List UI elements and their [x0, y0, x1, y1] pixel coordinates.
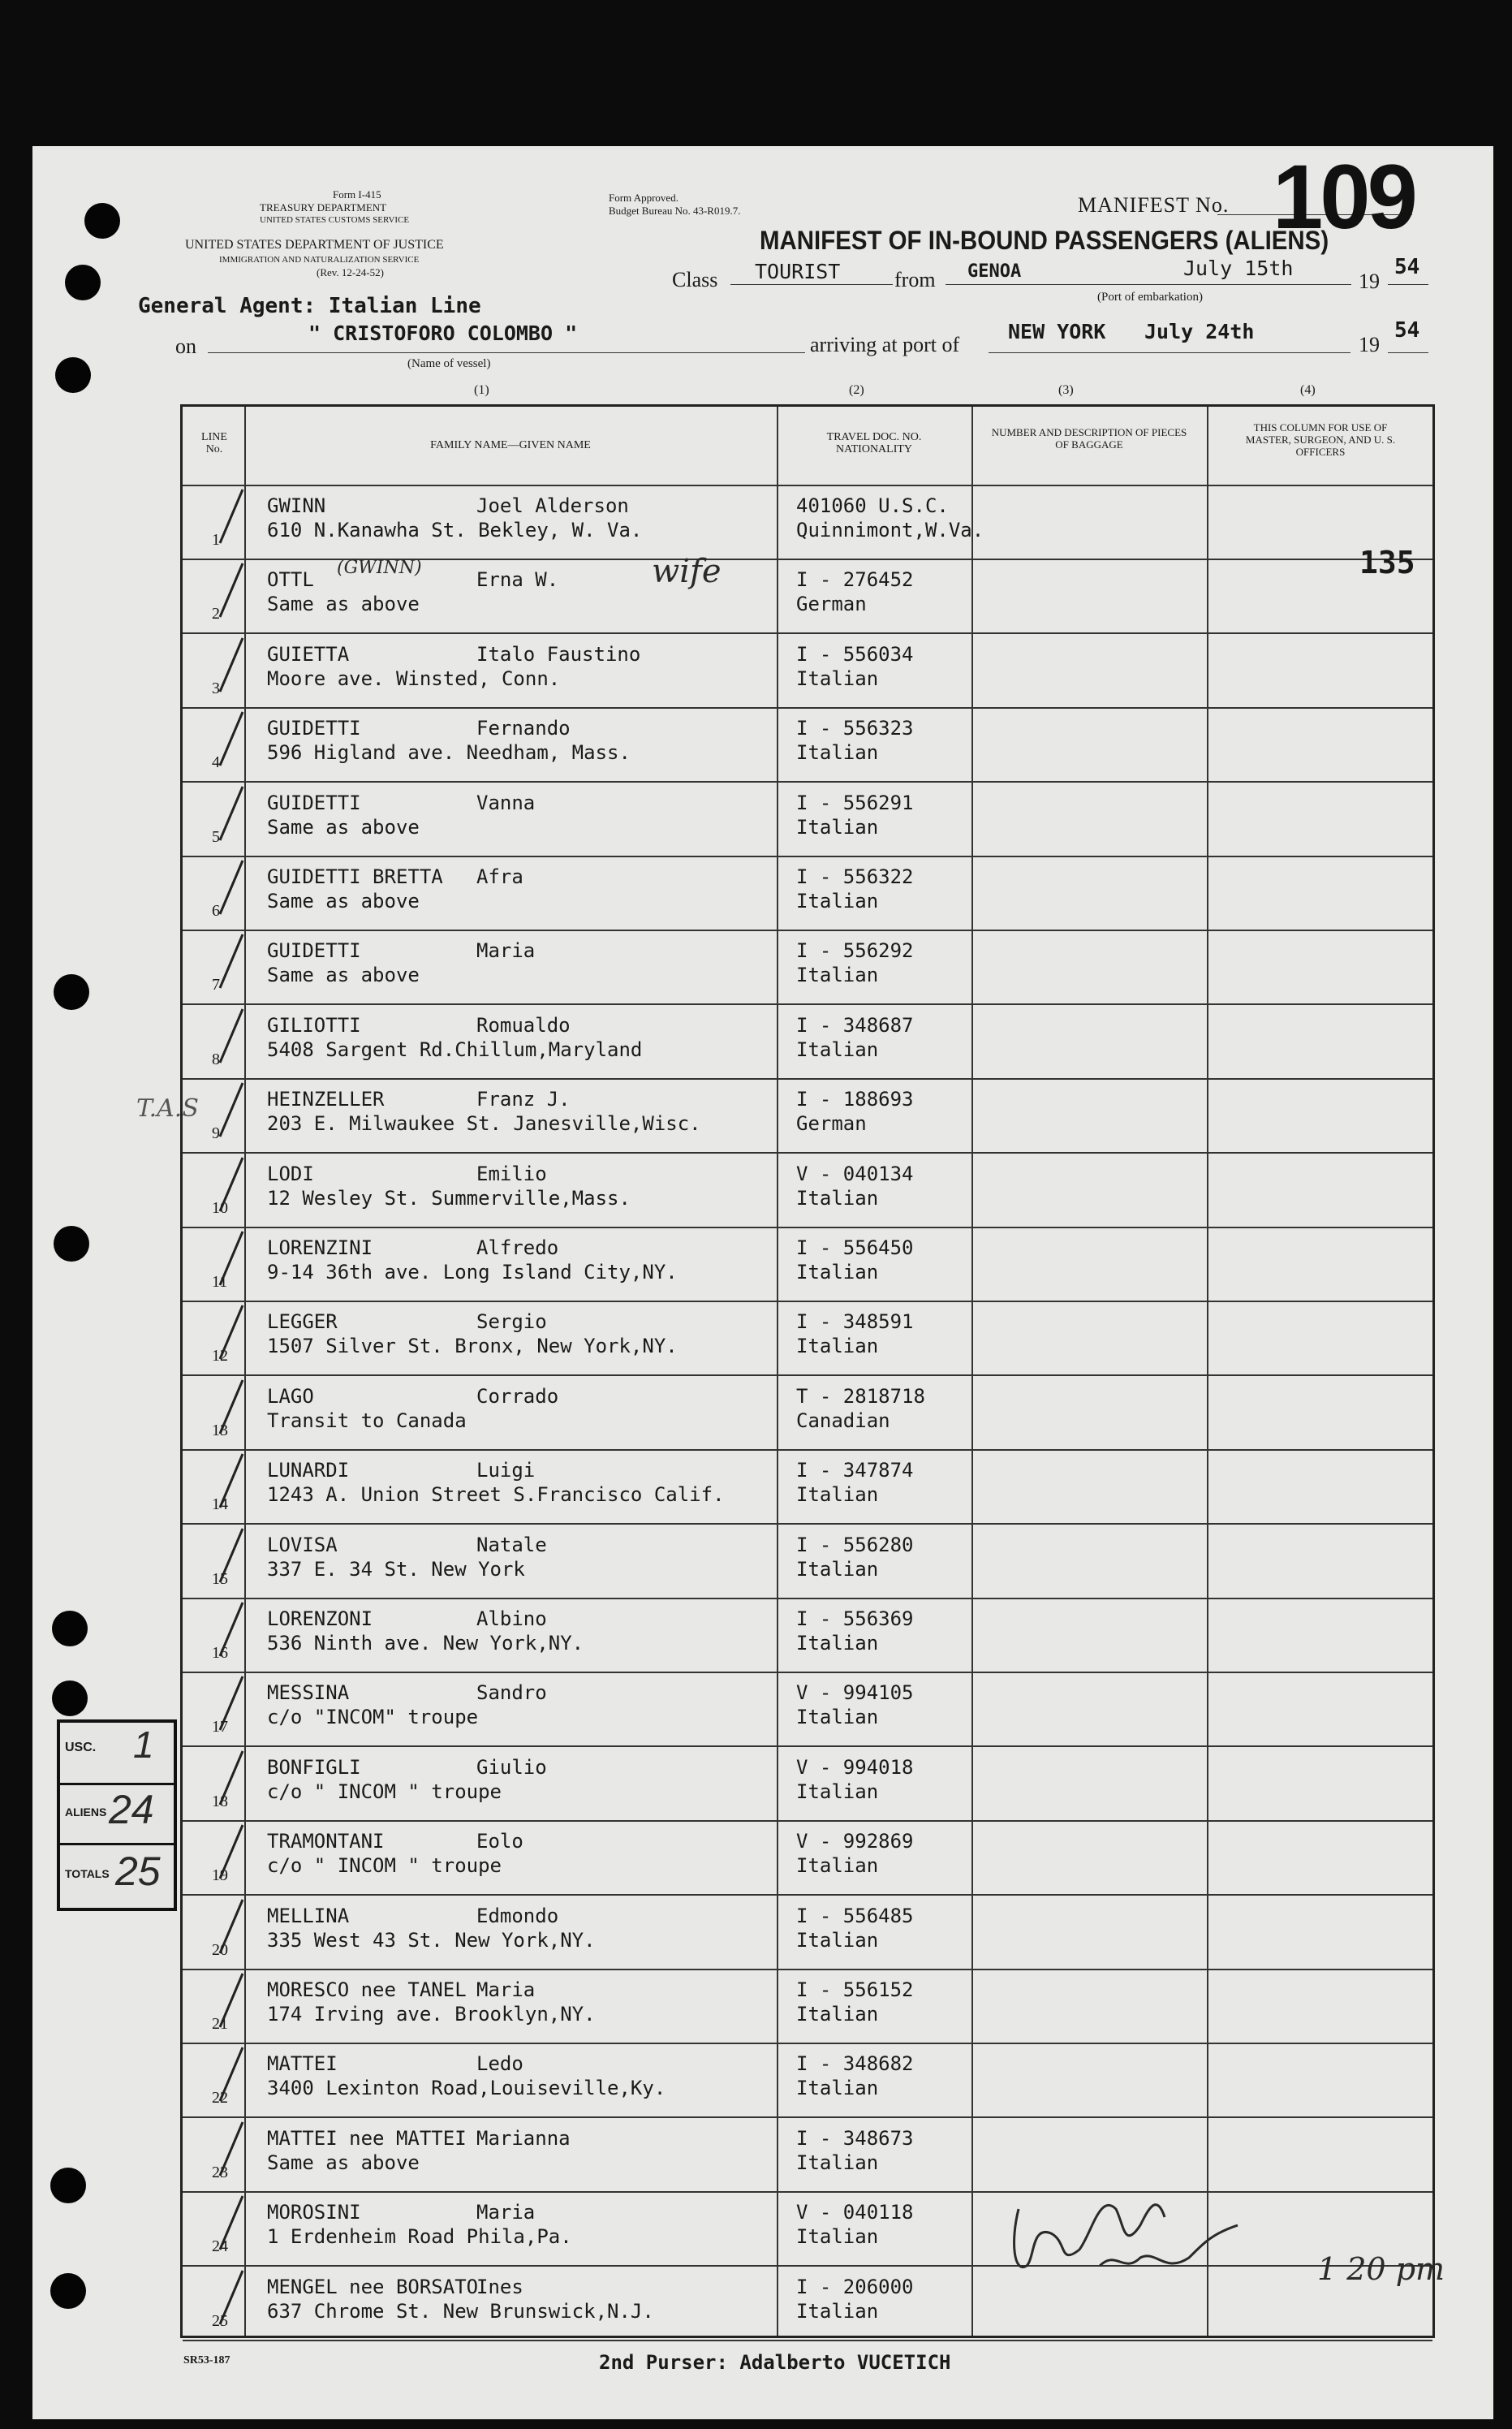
line-number: 4: [212, 753, 220, 772]
given-name: Alfredo: [476, 1236, 559, 1259]
address: Moore ave. Winsted, Conn.: [267, 667, 561, 690]
check-mark-icon: [215, 1896, 248, 1970]
nationality: Italian: [796, 815, 879, 839]
address: 174 Irving ave. Brooklyn,NY.: [267, 2003, 596, 2026]
table-row: [183, 1598, 1432, 1673]
travel-doc-number: I - 556152: [796, 1978, 914, 2001]
family-name: MESSINA: [267, 1681, 350, 1705]
line-number: 14: [212, 1495, 228, 1514]
nationality: German: [796, 1112, 867, 1136]
check-mark-icon: [215, 486, 248, 559]
header-officers: THIS COLUMN FOR USE OF MASTER, SURGEON, AND U. S. OFFICERS: [1207, 407, 1432, 486]
family-name: MATTEI nee MATTEI: [267, 2126, 467, 2150]
travel-doc-number: I - 206000: [796, 2275, 914, 2298]
depart-year: 54: [1394, 255, 1420, 279]
arrival-year-prefix: 19: [1359, 333, 1380, 356]
given-name: Maria: [476, 2201, 536, 2224]
check-mark-icon: [215, 931, 248, 1004]
depart-underline: [946, 284, 1351, 285]
line-number: 16: [212, 1644, 228, 1662]
address: 1243 A. Union Street S.Francisco Calif.: [267, 1483, 725, 1507]
line-number: 3: [212, 679, 220, 697]
nationality: Italian: [796, 890, 879, 912]
address: Same as above: [267, 815, 420, 839]
signature-time: 1 20 pm: [1317, 2251, 1445, 2287]
address: 9-14 36th ave. Long Island City,NY.: [267, 1261, 678, 1284]
nationality: Italian: [796, 741, 879, 765]
check-mark-icon: [215, 1006, 248, 1079]
table-row: [183, 1153, 1432, 1228]
on-label: on: [175, 334, 196, 358]
address: 1507 Silver St. Bronx, New York,NY.: [267, 1335, 678, 1358]
nationality: Italian: [796, 2225, 879, 2249]
line-number: 10: [212, 1198, 228, 1217]
table-row: [183, 1449, 1432, 1525]
line-number: 22: [212, 2089, 228, 2108]
line-number: 9: [212, 1124, 220, 1143]
family-name: MATTEI: [267, 2052, 338, 2076]
family-name: GUIDETTI: [267, 791, 361, 814]
given-name: Italo Faustino: [476, 642, 641, 666]
travel-doc-number: V - 040134: [796, 1162, 914, 1185]
header-travel-doc: TRAVEL DOC. NO. NATIONALITY: [777, 407, 971, 486]
line-number: 12: [212, 1347, 228, 1366]
header-name: FAMILY NAME—GIVEN NAME: [244, 407, 777, 486]
port-embark-label: (Port of embarkation): [1097, 291, 1203, 304]
arrival-year: 54: [1394, 318, 1420, 343]
treasury-dept: TREASURY DEPARTMENT: [260, 201, 387, 214]
family-name: GWINN: [267, 494, 326, 517]
address: 335 West 43 St. New York,NY.: [267, 1928, 596, 1952]
check-mark-icon: [215, 1154, 248, 1227]
travel-doc-number: I - 348591: [796, 1310, 914, 1334]
row2-gwinn-note: (GWINN): [337, 558, 422, 578]
year-underline: [1388, 284, 1428, 285]
given-name: Natale: [476, 1533, 547, 1556]
table-row: [183, 1524, 1432, 1599]
address: Transit to Canada: [267, 1409, 467, 1432]
customs-service: UNITED STATES CUSTOMS SERVICE: [260, 215, 410, 225]
address: 3400 Lexinton Road,Louiseville,Ky.: [267, 2077, 666, 2100]
address: 12 Wesley St. Summerville,Mass.: [267, 1186, 631, 1210]
vessel-label: (Name of vessel): [407, 357, 491, 370]
check-mark-icon: [215, 783, 248, 856]
check-mark-icon: [215, 2193, 248, 2266]
nationality: Italian: [796, 2151, 879, 2174]
table-row: [183, 1227, 1432, 1302]
tally-totals-row: TOTALS 25: [65, 1849, 161, 1894]
line-number: 18: [212, 1792, 228, 1810]
travel-doc-number: I - 188693: [796, 1088, 914, 1111]
check-mark-icon: [215, 1525, 248, 1598]
line-number: 6: [212, 902, 220, 920]
budget-bureau: Budget Bureau No. 43-R019.7.: [609, 205, 741, 217]
nationality: Italian: [796, 2299, 879, 2323]
given-name: Giulio: [476, 1755, 547, 1779]
family-name: LUNARDI: [267, 1459, 350, 1482]
col-num-3: (3): [1058, 383, 1074, 397]
family-name: GUIDETTI: [267, 717, 361, 740]
given-name: Ledo: [476, 2052, 523, 2076]
punch-hole: [50, 2273, 86, 2309]
address: c/o " INCOM " troupe: [267, 1854, 502, 1878]
line-number: 11: [212, 1273, 228, 1291]
check-mark-icon: [215, 1599, 248, 1672]
given-name: Ines: [476, 2275, 523, 2298]
family-name: MORESCO nee TANEL: [267, 1978, 467, 2001]
travel-doc-number: V - 992869: [796, 1830, 914, 1853]
table-row: [183, 782, 1432, 857]
class-label: Class: [672, 268, 718, 291]
line-number: 5: [212, 827, 220, 846]
travel-doc-number: V - 994018: [796, 1755, 914, 1779]
check-mark-icon: [215, 1822, 248, 1895]
col-num-4: (4): [1300, 383, 1316, 397]
address: 1 Erdenheim Road Phila,Pa.: [267, 2225, 572, 2249]
line-number: 2: [212, 605, 220, 623]
nationality: Italian: [796, 1854, 879, 1878]
from-label: from: [894, 268, 936, 291]
check-mark-icon: [215, 2044, 248, 2117]
given-name: Maria: [476, 939, 536, 963]
manifest-number: 109: [1273, 146, 1415, 248]
travel-doc-number: V - 040118: [796, 2201, 914, 2224]
col-num-1: (1): [474, 383, 489, 397]
travel-doc-number: I - 556485: [796, 1904, 914, 1927]
travel-doc-number: I - 276452: [796, 568, 914, 592]
address: Same as above: [267, 890, 420, 912]
travel-doc-number: I - 556292: [796, 939, 914, 963]
travel-doc-number: I - 556280: [796, 1533, 914, 1556]
travel-doc-number: V - 994105: [796, 1681, 914, 1705]
given-name: Marianna: [476, 2126, 571, 2150]
address: 536 Ninth ave. New York,NY.: [267, 1632, 584, 1655]
nationality: Canadian: [796, 1409, 890, 1432]
table-row: [183, 1820, 1432, 1896]
officer-signature: [1002, 2177, 1270, 2290]
check-mark-icon: [215, 1080, 248, 1153]
nationality: Italian: [796, 667, 879, 690]
arrival-date: July 24th: [1144, 320, 1255, 343]
address: 637 Chrome St. New Brunswick,N.J.: [267, 2299, 654, 2323]
class-value: TOURIST: [755, 260, 841, 283]
check-mark-icon: [215, 1377, 248, 1450]
given-name: Luigi: [476, 1459, 536, 1482]
line-number: 8: [212, 1050, 220, 1068]
family-name: BONFIGLI: [267, 1755, 361, 1779]
family-name: MELLINA: [267, 1904, 350, 1927]
address: 203 E. Milwaukee St. Janesville,Wisc.: [267, 1112, 701, 1136]
nationality: Italian: [796, 1186, 879, 1210]
table-row: [183, 1895, 1432, 1970]
table-row: [183, 1375, 1432, 1451]
check-mark-icon: [215, 1451, 248, 1524]
line-number: 17: [212, 1718, 228, 1737]
table-row: [183, 1672, 1432, 1747]
line-number: 1: [212, 531, 220, 549]
manifest-label: MANIFEST No.: [1078, 193, 1230, 217]
given-name: Sandro: [476, 1681, 547, 1705]
check-mark-icon: [215, 1302, 248, 1375]
nationality: Italian: [796, 2077, 879, 2100]
form-number: Form I-415: [333, 188, 381, 201]
nationality: Italian: [796, 1483, 879, 1507]
vessel-underline: [208, 352, 805, 353]
family-name: GUIDETTI: [267, 939, 361, 963]
family-name: GUIDETTI BRETTA: [267, 865, 443, 888]
table-row: [183, 1078, 1432, 1154]
given-name: Fernando: [476, 717, 571, 740]
class-underline: [730, 284, 893, 285]
given-name: Maria: [476, 1978, 536, 2001]
general-agent: General Agent: Italian Line: [138, 294, 481, 318]
table-row: [183, 633, 1432, 709]
nationality: Italian: [796, 1928, 879, 1952]
travel-doc-number: I - 556450: [796, 1236, 914, 1259]
given-name: Romualdo: [476, 1013, 571, 1037]
footer-code: SR53-187: [183, 2354, 230, 2366]
punch-hole: [52, 1680, 88, 1716]
punch-hole: [54, 974, 89, 1010]
address: 337 E. 34 St. New York: [267, 1557, 525, 1581]
table-row: [183, 1301, 1432, 1376]
depart-date: July 15th: [1183, 257, 1294, 280]
line-number: 13: [212, 1421, 228, 1439]
check-mark-icon: [215, 1228, 248, 1301]
given-name: Sergio: [476, 1310, 547, 1334]
arrival-port: NEW YORK: [1008, 320, 1106, 343]
header-line-no: LINE No.: [183, 407, 244, 486]
passenger-table: [180, 404, 1445, 2338]
punch-hole: [65, 265, 101, 300]
family-name: LORENZONI: [267, 1607, 373, 1630]
travel-doc-number: I - 556369: [796, 1607, 914, 1630]
tally-usc-row: USC. 1: [60, 1723, 174, 1785]
table-row: [183, 1969, 1432, 2044]
family-name: LAGO: [267, 1384, 314, 1408]
depart-year-prefix: 19: [1359, 270, 1380, 293]
nationality: Italian: [796, 1706, 879, 1729]
address: Same as above: [267, 593, 420, 616]
travel-doc-number: I - 348687: [796, 1013, 914, 1037]
given-name: Erna W.: [476, 568, 559, 592]
table-row: [183, 856, 1432, 931]
given-name: Afra: [476, 865, 523, 888]
address: c/o " INCOM " troupe: [267, 1780, 502, 1803]
given-name: Joel Alderson: [476, 494, 629, 517]
nationality: Italian: [796, 2003, 879, 2026]
table-row: [183, 1746, 1432, 1822]
nationality: Italian: [796, 964, 879, 987]
line-number: 24: [212, 2237, 228, 2256]
from-value: GENOA: [967, 261, 1022, 282]
given-name: Franz J.: [476, 1088, 571, 1111]
line-number: 19: [212, 1866, 228, 1885]
address: Same as above: [267, 964, 420, 987]
line-number: 7: [212, 976, 220, 994]
address: Same as above: [267, 2151, 420, 2174]
travel-doc-number: I - 347874: [796, 1459, 914, 1482]
vessel-name: " CRISTOFORO COLOMBO ": [308, 321, 578, 345]
family-name: LEGGER: [267, 1310, 338, 1334]
given-name: Emilio: [476, 1162, 547, 1185]
check-mark-icon: [215, 1673, 248, 1746]
line-number: 23: [212, 2163, 228, 2181]
purser-signature: 2nd Purser: Adalberto VUCETICH: [599, 2351, 951, 2374]
line-number: 20: [212, 1940, 228, 1959]
address: 610 N.Kanawha St. Bekley, W. Va.: [267, 519, 643, 541]
punch-hole: [54, 1226, 89, 1262]
address: 5408 Sargent Rd.Chillum,Maryland: [267, 1038, 643, 1061]
travel-doc-number: 401060 U.S.C.: [796, 494, 949, 517]
punch-hole: [52, 1611, 88, 1646]
address: 596 Higland ave. Needham, Mass.: [267, 741, 631, 765]
tally-box: [57, 1719, 177, 1911]
family-name: HEINZELLER: [267, 1088, 385, 1111]
given-name: Vanna: [476, 791, 536, 814]
family-name: LOVISA: [267, 1533, 338, 1556]
nationality: Italian: [796, 1261, 879, 1284]
family-name: MOROSINI: [267, 2201, 361, 2224]
nationality: German: [796, 593, 867, 616]
travel-doc-number: I - 348682: [796, 2052, 914, 2076]
family-name: TRAMONTANI: [267, 1830, 385, 1853]
check-mark-icon: [215, 635, 248, 708]
revision: (Rev. 12-24-52): [317, 266, 384, 278]
travel-doc-number: I - 556291: [796, 791, 914, 814]
nationality: Italian: [796, 1780, 879, 1803]
justice-dept: UNITED STATES DEPARTMENT OF JUSTICE: [185, 238, 444, 252]
travel-doc-number: T - 2818718: [796, 1384, 925, 1408]
table-row: [183, 930, 1432, 1005]
punch-hole: [84, 203, 120, 239]
margin-mark: T.A.S: [136, 1094, 199, 1123]
check-mark-icon: [215, 1748, 248, 1821]
check-mark-icon: [215, 857, 248, 930]
travel-doc-number: I - 556322: [796, 865, 914, 888]
travel-doc-number: I - 348673: [796, 2126, 914, 2150]
check-mark-icon: [215, 2119, 248, 2192]
nationality: Italian: [796, 1557, 879, 1581]
check-mark-icon: [215, 709, 248, 782]
family-name: MENGEL nee BORSATO: [267, 2275, 479, 2298]
check-mark-icon: [215, 560, 248, 633]
punch-hole: [50, 2168, 86, 2203]
given-name: Corrado: [476, 1384, 559, 1408]
given-name: Albino: [476, 1607, 547, 1630]
travel-doc-number: I - 556323: [796, 717, 914, 740]
page-title: MANIFEST OF IN-BOUND PASSENGERS (ALIENS): [760, 226, 1329, 255]
given-name: Eolo: [476, 1830, 523, 1853]
travel-doc-number: I - 556034: [796, 642, 914, 666]
ins-service: IMMIGRATION AND NATURALIZATION SERVICE: [219, 255, 420, 265]
nationality: Italian: [796, 1335, 879, 1358]
table-row: [183, 1004, 1432, 1080]
family-name: GUIETTA: [267, 642, 350, 666]
nationality: Italian: [796, 1632, 879, 1655]
line-number: 25: [212, 2311, 228, 2330]
given-name: Edmondo: [476, 1904, 559, 1927]
form-approved: Form Approved.: [609, 192, 678, 204]
col-num-2: (2): [849, 383, 864, 397]
line-number: 15: [212, 1569, 228, 1588]
tally-count: 135: [1359, 545, 1415, 580]
check-mark-icon: [215, 2267, 248, 2341]
nationality: Italian: [796, 1038, 879, 1061]
nationality: Quinnimont,W.Va.: [796, 519, 984, 541]
arrival-year-underline: [1388, 352, 1428, 353]
address: c/o "INCOM" troupe: [267, 1706, 479, 1729]
line-number: 21: [212, 2015, 228, 2033]
header-baggage: NUMBER AND DESCRIPTION OF PIECES OF BAGGAGE: [971, 407, 1207, 486]
table-row: [183, 707, 1432, 783]
family-name: LORENZINI: [267, 1236, 373, 1259]
row2-wife-note: wife: [652, 553, 722, 590]
check-mark-icon: [215, 1970, 248, 2043]
punch-hole: [55, 357, 91, 393]
family-name: GILIOTTI: [267, 1013, 361, 1037]
table-row: [183, 485, 1432, 560]
arrival-underline: [989, 352, 1350, 353]
table-row: [183, 2043, 1432, 2118]
arriving-label: arriving at port of: [810, 333, 960, 356]
family-name: OTTL: [267, 568, 314, 592]
family-name: LODI: [267, 1162, 314, 1185]
tally-aliens-row: ALIENS 24: [60, 1783, 174, 1845]
